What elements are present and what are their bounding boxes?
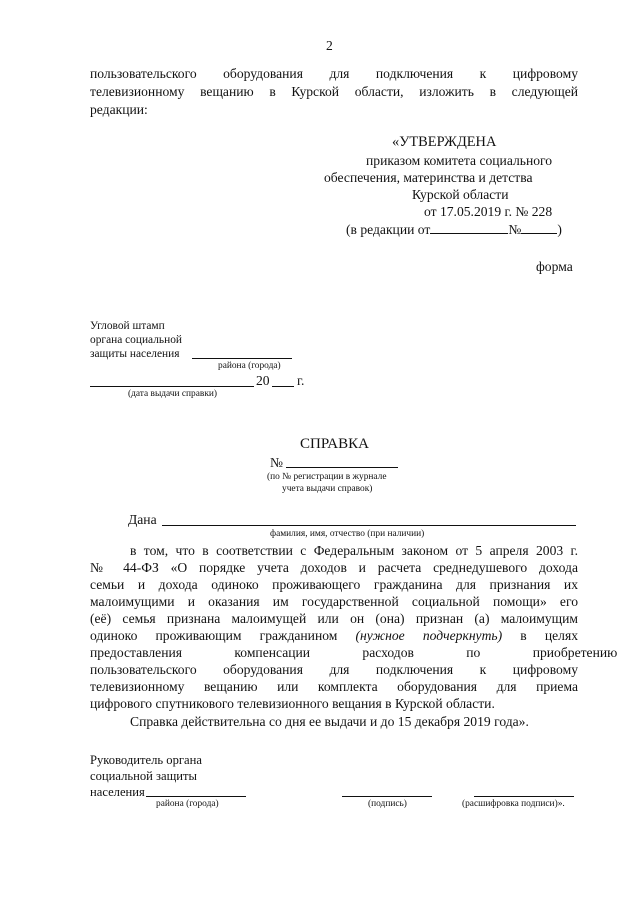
dana-caption: фамилия, имя, отчество (при наличии) xyxy=(270,529,425,539)
validity-line: Справка действительна со дня ее выдачи и до 15 декабря 2019 года». xyxy=(130,714,529,729)
signature-line-3: населения xyxy=(90,785,145,799)
date-blank xyxy=(90,386,254,387)
date-year-prefix: 20 xyxy=(256,373,270,388)
approval-line-2: обеспечения, материнства и детства xyxy=(324,170,533,185)
date-year-suffix: г. xyxy=(297,373,305,388)
dana-label: Дана xyxy=(128,512,157,527)
approval-heading: «УТВЕРЖДЕНА xyxy=(392,134,497,150)
reg-caption-2: учета выдачи справок) xyxy=(282,484,373,494)
edition-no-label: № xyxy=(508,222,522,237)
approval-line-3: Курской области xyxy=(412,187,509,202)
edition-no-blank xyxy=(521,221,557,234)
body-line-6 xyxy=(90,628,578,644)
stamp-line-3: защиты населения xyxy=(90,348,180,360)
forma-label: форма xyxy=(536,259,573,274)
date-caption: (дата выдачи справки) xyxy=(128,389,218,399)
approval-date-number: от 17.05.2019 г. № 228 xyxy=(424,204,553,219)
body-line-10: цифрового спутникового телевизионного вещания в Курской области. xyxy=(90,696,495,711)
signature-line-2: социальной защиты xyxy=(90,769,197,783)
reg-no-blank xyxy=(286,467,398,468)
reg-caption-1: (по № регистрации в журнале xyxy=(267,472,387,482)
body-line-6c: в целях xyxy=(520,628,578,643)
stamp-line-2: органа социальной xyxy=(90,334,182,346)
signature-rayon-caption: района (города) xyxy=(156,799,219,809)
body-line-2: № 44-ФЗ «О порядке учета доходов и расчета среднедушевого дохода xyxy=(90,560,578,575)
body-line-9: телевизионному вещанию или комплекта оборудования для приема xyxy=(90,679,578,694)
signature-rassh-blank xyxy=(474,796,574,797)
intro-line-2: телевизионному вещанию в Курской области, изложить в следующей xyxy=(90,84,578,99)
reg-no-label: № xyxy=(270,455,283,470)
body-line-8: пользовательского оборудования для подключения к цифровому xyxy=(90,662,578,677)
signature-line-1: Руководитель органа xyxy=(90,753,202,767)
document-title: СПРАВКА xyxy=(300,436,369,452)
stamp-rayon-caption: района (города) xyxy=(218,361,281,371)
signature-podpis-blank xyxy=(342,796,432,797)
body-line-4: малоимущими и оказания им государственной социальной помощи» его xyxy=(90,594,578,609)
body-line-3: семьи и дохода одиноко проживающего гражданина для признания их xyxy=(90,577,578,592)
signature-rayon-blank xyxy=(146,796,246,797)
signature-rassh-caption: (расшифровка подписи)». xyxy=(462,799,565,809)
edition-label: (в редакции от xyxy=(346,222,431,237)
stamp-line-1: Угловой штамп xyxy=(90,320,165,332)
intro-line-1: пользовательского оборудования для подключения к цифровому xyxy=(90,66,578,81)
body-line-6a: одиноко проживающим гражданином xyxy=(90,628,338,643)
signature-podpis-caption: (подпись) xyxy=(368,799,407,809)
intro-line-3: редакции: xyxy=(90,102,148,117)
body-line-5: (её) семья признана малоимущей или он (она) признан (а) малоимущим xyxy=(90,611,578,626)
edition-date-blank xyxy=(430,221,508,234)
edition-close: ) xyxy=(557,222,562,237)
approval-edition xyxy=(346,221,562,238)
body-line-7: предоставления компенсации расходов по приобретению xyxy=(90,645,618,660)
body-line-1: в том, что в соответствии с Федеральным законом от 5 апреля 2003 г. xyxy=(130,543,578,558)
page-number: 2 xyxy=(326,38,333,53)
dana-fio-blank xyxy=(162,525,576,526)
stamp-rayon-blank xyxy=(192,358,292,359)
body-line-6-italic: (нужное подчеркнуть) xyxy=(355,628,503,643)
date-year-blank xyxy=(272,386,294,387)
approval-line-1: приказом комитета социального xyxy=(366,153,553,168)
